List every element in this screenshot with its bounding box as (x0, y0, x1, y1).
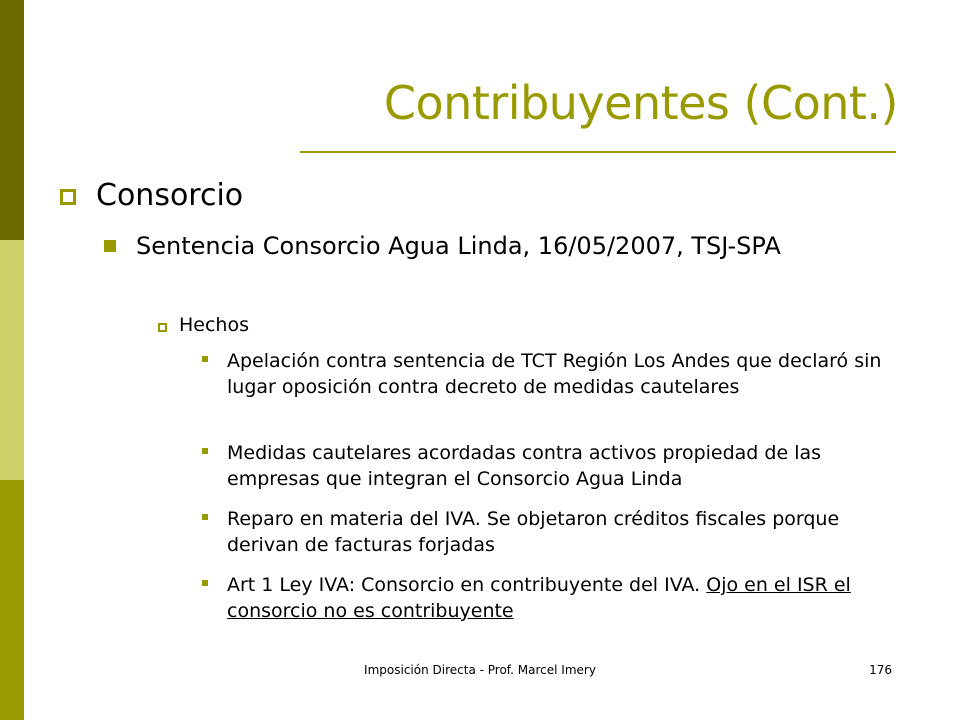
list-item (202, 348, 902, 400)
list-item (202, 440, 902, 492)
item-text-art1 (227, 572, 902, 624)
hollow-square-bullet-icon (60, 189, 76, 205)
square-bullet-icon (202, 514, 208, 520)
title-rule (300, 151, 896, 153)
bullet-level1 (60, 178, 243, 213)
slide-title: Contribuyentes (Cont.) (383, 76, 898, 130)
level3-text: Hechos (179, 314, 249, 336)
item-underlined-text: Ojo en el ISR el consorcio no es contribuyente (227, 574, 851, 622)
item-text: Medidas cautelares acordadas contra activos propiedad de las empresas que integran el Consorcio Agua Linda (227, 442, 822, 490)
page-number: 176 (869, 663, 892, 677)
hollow-square-bullet-icon (158, 323, 167, 332)
square-bullet-icon (202, 356, 208, 362)
side-bar-middle (0, 240, 24, 480)
item-plain-text: Art 1 Ley IVA: Consorcio en contribuyente del IVA. (227, 574, 707, 596)
side-bar-top (0, 0, 24, 240)
list-item (202, 572, 902, 624)
bullet-level2 (104, 228, 894, 265)
list-item (202, 506, 902, 558)
square-bullet-icon (202, 580, 208, 586)
square-bullet-icon (104, 240, 116, 252)
side-bar-bottom (0, 480, 24, 720)
level1-text: Consorcio (96, 178, 244, 213)
item-text: Apelación contra sentencia de TCT Región Los Andes que declaró sin lugar oposición contra decreto de medidas cautelares (227, 350, 882, 398)
bullet-level3 (158, 314, 249, 336)
level2-text: Sentencia Consorcio Agua Linda, 16/05/2007, TSJ-SPA (136, 232, 781, 260)
square-bullet-icon (202, 448, 208, 454)
footer-text: Imposición Directa - Prof. Marcel Imery (364, 663, 596, 677)
item-text: Reparo en materia del IVA. Se objetaron créditos fiscales porque derivan de facturas forjadas (227, 508, 840, 556)
